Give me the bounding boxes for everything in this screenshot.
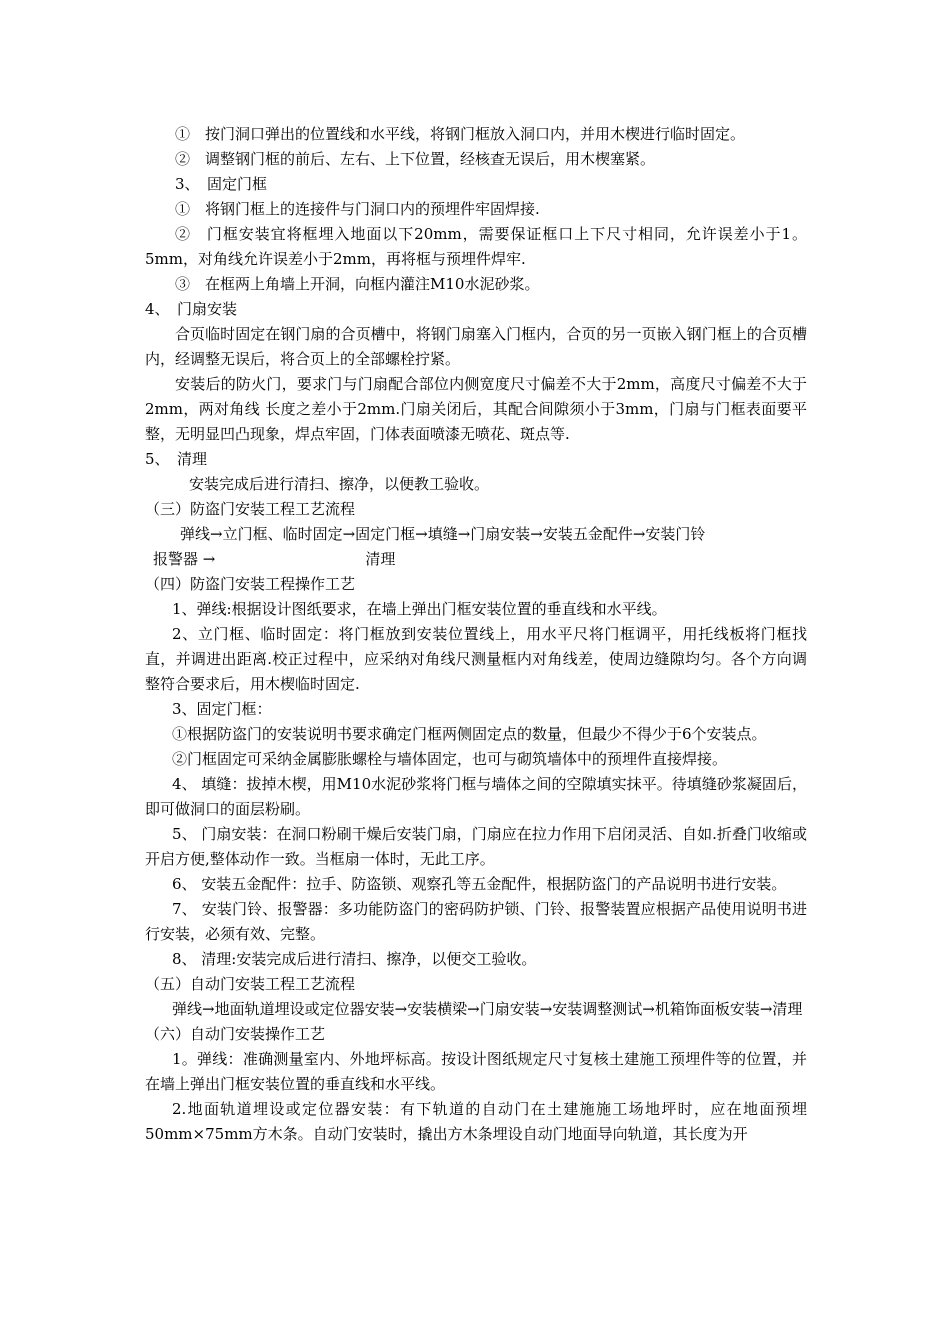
section-heading: 5、 清理 bbox=[145, 450, 208, 468]
paragraph: 1。弹线：准确测量室内、外地坪标高。按设计图纸规定尺寸复核土建施工预埋件等的位置，并在墙上弹出门框安装位置的垂直线和水平线。 bbox=[145, 1050, 807, 1093]
section-heading: （三）防盗门安装工程工艺流程 bbox=[145, 500, 356, 518]
process-flow-end: 清理 bbox=[365, 550, 396, 568]
process-flow: 弹线→地面轨道埋设或定位器安装→安装横梁→门扇安装→安装调整测试→机箱饰面板安装→清理 bbox=[172, 1000, 803, 1018]
paragraph: 安装后的防火门，要求门与门扇配合部位内侧宽度尺寸偏差不大于2mm，高度尺寸偏差不大于2mm，两对角线 长度之差小于2mm.门扇关闭后，其配合间隙须小于3mm，门扇与门框表面要平整，无明显凹凸现象，焊点牢固，门体表面喷漆无喷花、斑点等. bbox=[145, 375, 807, 443]
paragraph: 安装完成后进行清扫、擦净，以便教工验收。 bbox=[189, 475, 490, 493]
paragraph: 4、 填缝：拔掉木楔，用M10水泥砂浆将门框与墙体之间的空隙填实抹平。待填缝砂浆凝固后，即可做洞口的面层粉刷。 bbox=[145, 775, 807, 818]
paragraph: 8、 清理:安装完成后进行清扫、擦净，以便交工验收。 bbox=[172, 950, 537, 968]
process-flow-part: 报警器 → bbox=[153, 550, 216, 568]
process-flow: 弹线→立门框、临时固定→固定门框→填缝→门扇安装→安装五金配件→安装门铃 bbox=[180, 525, 706, 543]
section-heading: 3、 固定门框 bbox=[175, 175, 268, 193]
paragraph: 6、 安装五金配件：拉手、防盗锁、观察孔等五金配件，根据防盗门的产品说明书进行安装。 bbox=[172, 875, 787, 893]
paragraph: ② 门框安装宜将框埋入地面以下20mm，需要保证框口上下尺寸相同，允许误差小于1。5mm，对角线允许误差小于2mm，再将框与预埋件焊牢. bbox=[145, 225, 807, 268]
paragraph: 2、立门框、临时固定：将门框放到安装位置线上，用水平尺将门框调平，用托线板将门框找直，并调进出距离.校正过程中，应采纳对角线尺测量框内对角线差，使周边缝隙均匀。各个方向调整符合要求后，用木楔临时固定. bbox=[145, 625, 807, 693]
section-heading: （五）自动门安装工程工艺流程 bbox=[145, 975, 356, 993]
paragraph: ①根据防盗门的安装说明书要求确定门框两侧固定点的数量，但最少不得少于6个安装点。 bbox=[172, 725, 767, 743]
paragraph: ① 按门洞口弹出的位置线和水平线，将钢门框放入洞口内，并用木楔进行临时固定。 bbox=[175, 125, 746, 143]
paragraph: ③ 在框两上角墙上开洞，向框内灌注M10水泥砂浆。 bbox=[175, 275, 540, 293]
section-heading: （六）自动门安装操作工艺 bbox=[145, 1025, 326, 1043]
section-heading: 4、 门扇安装 bbox=[145, 300, 238, 318]
paragraph: ② 调整钢门框的前后、左右、上下位置，经核查无误后，用木楔塞紧。 bbox=[175, 150, 656, 168]
section-heading: （四）防盗门安装工程操作工艺 bbox=[145, 575, 356, 593]
paragraph: 1、弹线:根据设计图纸要求，在墙上弹出门框安装位置的垂直线和水平线。 bbox=[172, 600, 667, 618]
paragraph: 5、 门扇安装：在洞口粉刷干燥后安装门扇，门扇应在拉力作用下启闭灵活、自如.折叠门收缩或开启方便,整体动作一致。当框扇一体时，无此工序。 bbox=[145, 825, 807, 868]
paragraph: ① 将钢门框上的连接件与门洞口内的预埋件牢固焊接. bbox=[175, 200, 540, 218]
paragraph: 3、固定门框： bbox=[172, 700, 272, 718]
document-body bbox=[145, 122, 807, 1147]
paragraph: 合页临时固定在钢门扇的合页槽中，将钢门扇塞入门框内，合页的另一页嵌入钢门框上的合页槽内，经调整无误后，将合页上的全部螺栓拧紧。 bbox=[145, 325, 807, 368]
paragraph: ②门框固定可采纳金属膨胀螺栓与墙体固定，也可与砌筑墙体中的预埋件直接焊接。 bbox=[172, 750, 728, 768]
process-flow-continued bbox=[145, 547, 807, 572]
paragraph: 2.地面轨道埋设或定位器安装：有下轨道的自动门在土建施施工场地坪时，应在地面预埋50mm×75mm方木条。自动门安装时，撬出方木条埋设自动门地面导向轨道，其长度为开 bbox=[145, 1100, 807, 1143]
paragraph: 7、 安装门铃、报警器：多功能防盗门的密码防护锁、门铃、报警装置应根据产品使用说明书进行安装，必须有效、完整。 bbox=[145, 900, 807, 943]
